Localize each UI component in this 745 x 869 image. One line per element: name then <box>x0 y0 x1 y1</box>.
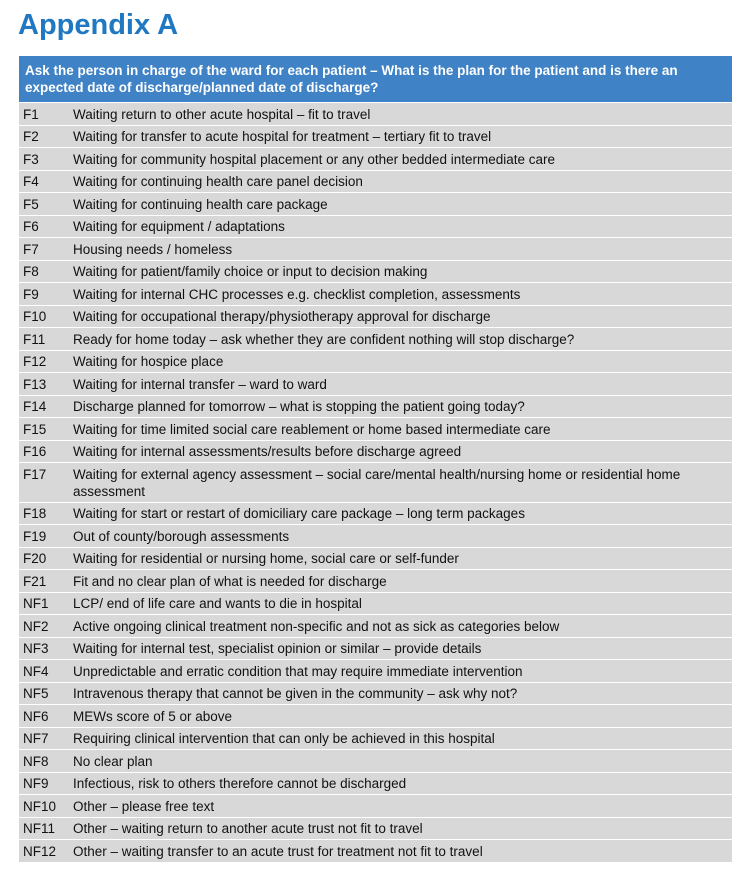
row-code: NF4 <box>23 663 49 679</box>
table-row <box>19 705 732 728</box>
row-description: LCP/ end of life care and wants to die in hospital <box>73 596 362 611</box>
table-row <box>19 638 732 661</box>
row-description: Waiting for transfer to acute hospital for treatment – tertiary fit to travel <box>73 129 492 144</box>
row-description: Waiting for internal transfer – ward to ward <box>73 376 327 392</box>
row-description: Out of county/borough assessments <box>73 528 290 544</box>
table-row <box>19 463 732 503</box>
row-code: F7 <box>23 241 39 257</box>
row-description: Intravenous therapy that cannot be given in the community – ask why not? <box>73 686 518 701</box>
table-row <box>19 283 732 306</box>
row-code: NF5 <box>23 686 49 701</box>
table-row <box>19 441 732 464</box>
table-row <box>19 193 732 216</box>
table-row <box>19 351 732 374</box>
row-description: Discharge planned for tomorrow – what is stopping the patient going today? <box>73 399 525 414</box>
row-description: Waiting for community hospital placement or any other bedded intermediate care <box>73 151 555 167</box>
table-row <box>19 840 732 863</box>
discharge-codes-table <box>19 56 732 863</box>
table-body <box>19 103 732 863</box>
row-code: F4 <box>23 174 39 189</box>
row-description: Waiting for internal CHC processes e.g. checklist completion, assessments <box>73 286 521 302</box>
table-row <box>19 126 732 149</box>
row-description: Other – waiting transfer to an acute trust for treatment not fit to travel <box>73 843 483 859</box>
table-row <box>19 750 732 773</box>
table-row <box>19 328 732 351</box>
row-description: Unpredictable and erratic condition that may require immediate intervention <box>73 663 523 679</box>
row-code: F5 <box>23 196 39 212</box>
table-row <box>19 306 732 329</box>
row-code: NF1 <box>23 596 49 611</box>
table-row <box>19 818 732 841</box>
row-description: MEWs score of 5 or above <box>73 708 233 724</box>
row-code: F9 <box>23 286 39 302</box>
table-row <box>19 396 732 419</box>
row-description: Fit and no clear plan of what is needed for discharge <box>73 573 387 589</box>
table-row <box>19 728 732 751</box>
table-row <box>19 773 732 796</box>
table-row <box>19 683 732 706</box>
row-description: No clear plan <box>73 753 153 769</box>
row-code: NF10 <box>23 798 57 814</box>
table-row <box>19 238 732 261</box>
row-code: NF11 <box>23 821 56 836</box>
table-row <box>19 216 732 239</box>
page-title: Appendix A <box>18 9 179 41</box>
row-code: F16 <box>23 444 47 459</box>
table-row <box>19 503 732 526</box>
row-code: F21 <box>23 573 47 589</box>
row-description: Waiting for external agency assessment – social care/mental health/nursing home or residential home assessment <box>73 466 681 499</box>
row-code: NF2 <box>23 618 49 634</box>
row-code: F12 <box>23 354 47 369</box>
row-description: Waiting for occupational therapy/physiotherapy approval for discharge <box>73 309 491 324</box>
row-code: NF12 <box>23 843 57 859</box>
row-description: Requiring clinical intervention that can only be achieved in this hospital <box>73 731 495 746</box>
table-row <box>19 171 732 194</box>
row-code: F20 <box>23 551 47 566</box>
table-row <box>19 103 732 126</box>
row-code: NF3 <box>23 641 49 656</box>
row-code: F19 <box>23 528 47 544</box>
row-code: F2 <box>23 129 39 144</box>
row-description: Waiting for hospice place <box>73 354 224 369</box>
row-description: Other – please free text <box>73 798 215 814</box>
table-row <box>19 418 732 441</box>
row-code: NF7 <box>23 731 49 746</box>
row-description: Waiting for internal assessments/results before discharge agreed <box>73 444 462 459</box>
table-row <box>19 148 732 171</box>
table-row <box>19 660 732 683</box>
table-row <box>19 795 732 818</box>
table-row <box>19 615 732 638</box>
row-code: F13 <box>23 376 47 392</box>
row-code: F18 <box>23 506 47 521</box>
table-row <box>19 525 732 548</box>
row-code: F8 <box>23 264 39 279</box>
row-code: F1 <box>23 106 39 122</box>
row-description: Waiting for continuing health care package <box>73 196 328 212</box>
row-code: F17 <box>23 466 47 482</box>
row-code: F6 <box>23 219 39 234</box>
row-code: F11 <box>23 331 46 347</box>
row-description: Ready for home today – ask whether they are confident nothing will stop discharge? <box>73 331 575 347</box>
table-row <box>19 593 732 616</box>
row-description: Waiting for internal test, specialist opinion or similar – provide details <box>73 641 482 656</box>
table-row <box>19 373 732 396</box>
row-description: Active ongoing clinical treatment non-specific and not as sick as categories below <box>73 618 560 634</box>
row-code: F3 <box>23 151 39 167</box>
table-row <box>19 261 732 284</box>
row-description: Other – waiting return to another acute trust not fit to travel <box>73 821 423 836</box>
row-code: NF9 <box>23 776 49 791</box>
row-description: Housing needs / homeless <box>73 241 233 257</box>
table-row <box>19 570 732 593</box>
row-code: NF6 <box>23 708 49 724</box>
row-description: Waiting for equipment / adaptations <box>73 219 285 234</box>
row-code: F10 <box>23 309 47 324</box>
row-code: NF8 <box>23 753 49 769</box>
row-description: Waiting for time limited social care reablement or home based intermediate care <box>73 421 551 437</box>
row-description: Waiting for start or restart of domiciliary care package – long term packages <box>73 506 525 521</box>
table-header: Ask the person in charge of the ward for each patient – What is the plan for the patient and is there an expected date of discharge/planned date of discharge? <box>19 56 732 103</box>
row-description: Waiting return to other acute hospital – fit to travel <box>73 106 371 122</box>
row-code: F14 <box>23 399 47 414</box>
row-description: Waiting for patient/family choice or input to decision making <box>73 264 428 279</box>
table-row <box>19 548 732 571</box>
row-description: Infectious, risk to others therefore cannot be discharged <box>73 776 407 791</box>
row-description: Waiting for residential or nursing home, social care or self-funder <box>73 551 459 566</box>
row-code: F15 <box>23 421 47 437</box>
row-description: Waiting for continuing health care panel decision <box>73 174 363 189</box>
